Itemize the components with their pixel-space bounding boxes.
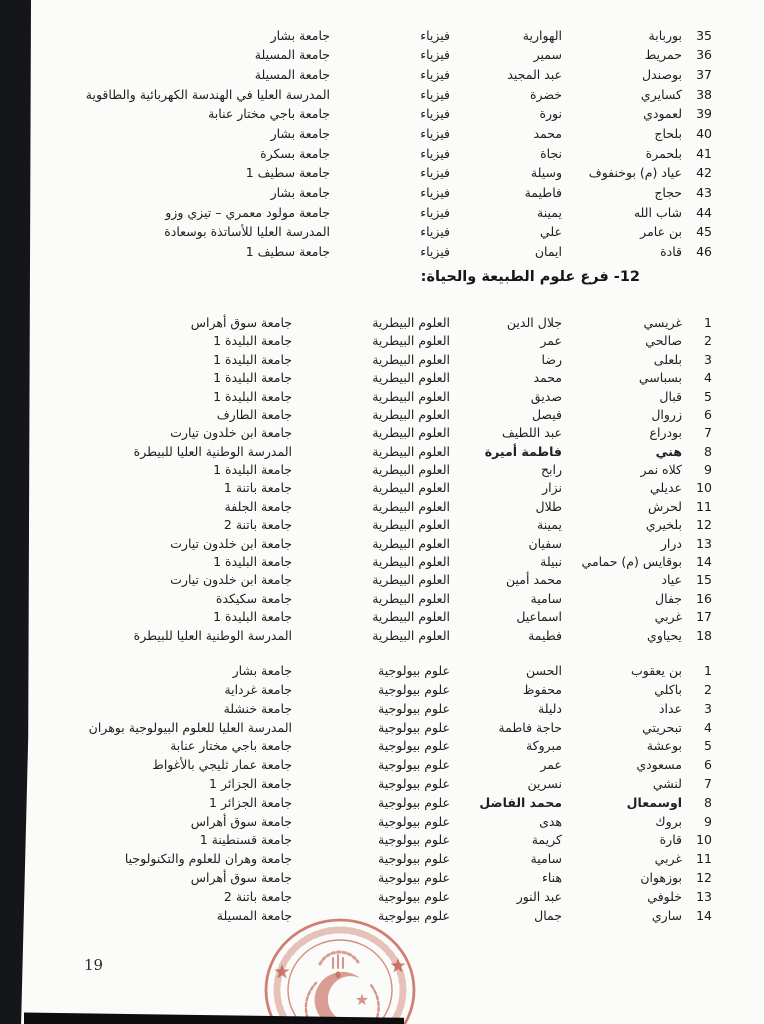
surname-cell: هني (655, 443, 682, 459)
row-number-cell: 42 (696, 165, 712, 181)
university-cell: جامعة البليدة 1 (213, 333, 292, 349)
surname-cell: لنشي (652, 775, 682, 791)
first-name-cell: رضا (541, 351, 562, 367)
university-cell: المدرسة الوطنية العليا للبيطرة (133, 627, 292, 643)
first-name-cell: نجاة (540, 145, 562, 161)
specialty-cell: علوم بيولوجية (378, 700, 450, 716)
first-name-cell: رابح (540, 462, 562, 478)
specialty-cell: علوم بيولوجية (378, 663, 450, 679)
first-name-cell: نسرين (527, 775, 562, 791)
left-star-icon (274, 964, 289, 979)
roster-row (38, 105, 712, 125)
specialty-cell: فيزياء (420, 165, 450, 181)
roster-row (38, 443, 712, 461)
first-name-cell: عبد النور (516, 888, 562, 904)
specialty-cell: العلوم البيطرية (372, 351, 450, 367)
specialty-cell: العلوم البيطرية (372, 609, 450, 625)
specialty-cell: علوم بيولوجية (378, 738, 450, 754)
first-name-cell: فاطيمة (524, 185, 562, 201)
physics-roster-body (38, 26, 712, 262)
university-cell: جامعة المسيلة (254, 47, 330, 63)
surname-cell: لعمودي (643, 106, 682, 122)
roster-row (38, 314, 712, 332)
roster-row (38, 850, 712, 869)
row-number-cell: 35 (696, 27, 712, 43)
surname-cell: عديلي (649, 480, 682, 496)
row-number-cell: 7 (704, 775, 712, 791)
surname-cell: بسباسي (638, 370, 682, 386)
first-name-cell: سامية (530, 590, 562, 606)
surname-cell: غربي (654, 609, 682, 625)
university-cell: جامعة البليدة 1 (213, 388, 292, 404)
first-name-cell: يمينة (537, 517, 562, 533)
specialty-cell: العلوم البيطرية (372, 572, 450, 588)
surname-cell: تبحريتي (642, 719, 682, 735)
surname-cell: عياد (م) بوخنفوف (588, 165, 682, 181)
university-cell: جامعة وهران للعلوم والتكنولوجيا (124, 851, 292, 867)
first-name-cell: عبد المجيد (507, 66, 562, 82)
surname-cell: يحياوي (647, 627, 682, 643)
university-cell: جامعة مولود معمري – تيزي وزو (165, 204, 330, 220)
university-cell: جامعة سطيف 1 (245, 244, 330, 260)
roster-row (38, 700, 712, 719)
first-name-cell: عمر (540, 333, 562, 349)
surname-cell: بلحمرة (645, 145, 682, 161)
university-cell: المدرسة العليا في الهندسة الكهربائية والطاقوية (85, 86, 330, 102)
university-cell: جامعة المسيلة (254, 66, 330, 82)
university-cell: جامعة ابن خلدون تيارت (170, 535, 292, 551)
roster-row (38, 775, 712, 794)
first-name-cell: اسماعيل (516, 609, 562, 625)
first-name-cell: جمال (534, 907, 562, 923)
university-cell: جامعة البليدة 1 (213, 462, 292, 478)
surname-cell: زروال (651, 406, 682, 422)
university-cell: المدرسة العليا للأساتذة بوسعادة (164, 224, 330, 240)
roster-row (38, 553, 712, 571)
biology-roster-body (38, 662, 712, 925)
row-number-cell: 14 (696, 554, 712, 570)
roster-row (38, 332, 712, 350)
roster-row (38, 223, 712, 243)
university-cell: جامعة البليدة 1 (213, 554, 292, 570)
specialty-cell: علوم بيولوجية (378, 775, 450, 791)
roster-row (38, 662, 712, 681)
university-cell: جامعة بشار (232, 663, 292, 679)
surname-cell: اوسمعال (626, 794, 682, 810)
row-number-cell: 44 (696, 204, 712, 220)
specialty-cell: علوم بيولوجية (378, 813, 450, 829)
surname-cell: بلعلى (653, 351, 682, 367)
row-number-cell: 15 (696, 572, 712, 588)
row-number-cell: 18 (696, 627, 712, 643)
university-cell: جامعة بشار (270, 185, 330, 201)
physics-roster-table (38, 26, 712, 262)
specialty-cell: فيزياء (420, 126, 450, 142)
first-name-cell: سفيان (528, 535, 562, 551)
roster-row (38, 388, 712, 406)
roster-row (38, 516, 712, 534)
specialty-cell: علوم بيولوجية (378, 869, 450, 885)
surname-cell: قبال (659, 388, 682, 404)
first-name-cell: هناء (541, 869, 562, 885)
first-name-cell: محمد الفاضل (479, 794, 562, 810)
row-number-cell: 1 (704, 663, 712, 679)
first-name-cell: محمد (533, 370, 562, 386)
veterinary-roster-table (38, 314, 712, 645)
university-cell: جامعة بشار (270, 126, 330, 142)
surname-cell: ساري (651, 907, 682, 923)
specialty-cell: فيزياء (420, 224, 450, 240)
roster-row (38, 26, 712, 46)
specialty-cell: فيزياء (420, 86, 450, 102)
row-number-cell: 17 (696, 609, 712, 625)
row-number-cell: 5 (704, 388, 712, 404)
university-cell: جامعة ابن خلدون تيارت (170, 572, 292, 588)
roster-row (38, 498, 712, 516)
specialty-cell: العلوم البيطرية (372, 425, 450, 441)
first-name-cell: هدى (539, 813, 562, 829)
specialty-cell: فيزياء (420, 106, 450, 122)
surname-cell: حجاج (654, 185, 682, 201)
surname-cell: غريسي (643, 314, 682, 330)
roster-row (38, 737, 712, 756)
first-name-cell: سمير (533, 47, 562, 63)
first-name-cell: فاطمة أميرة (484, 443, 562, 459)
roster-row (38, 65, 712, 85)
row-number-cell: 11 (696, 851, 712, 867)
row-number-cell: 8 (704, 443, 712, 459)
first-name-cell: خضرة (529, 86, 562, 102)
specialty-cell: علوم بيولوجية (378, 851, 450, 867)
surname-cell: باكلي (654, 681, 682, 697)
specialty-cell: العلوم البيطرية (372, 554, 450, 570)
roster-row (38, 164, 712, 184)
specialty-cell: العلوم البيطرية (372, 517, 450, 533)
row-number-cell: 11 (696, 498, 712, 514)
university-cell: جامعة البليدة 1 (213, 609, 292, 625)
surname-cell: كلاه نمر (640, 462, 682, 478)
first-name-cell: محمد (533, 126, 562, 142)
row-number-cell: 4 (704, 719, 712, 735)
roster-row (38, 590, 712, 608)
specialty-cell: العلوم البيطرية (372, 462, 450, 478)
specialty-cell: العلوم البيطرية (372, 627, 450, 643)
specialty-cell: علوم بيولوجية (378, 757, 450, 773)
first-name-cell: علي (539, 224, 562, 240)
first-name-cell: جلال الدين (506, 314, 562, 330)
roster-row (38, 869, 712, 888)
roster-row (38, 906, 712, 925)
row-number-cell: 6 (704, 406, 712, 422)
surname-cell: بن يعقوب (630, 663, 682, 679)
specialty-cell: العلوم البيطرية (372, 535, 450, 551)
specialty-cell: علوم بيولوجية (378, 907, 450, 923)
row-number-cell: 6 (704, 757, 712, 773)
specialty-cell: فيزياء (420, 47, 450, 63)
specialty-cell: فيزياء (420, 27, 450, 43)
specialty-cell: العلوم البيطرية (372, 590, 450, 606)
row-number-cell: 1 (704, 314, 712, 330)
roster-row (38, 627, 712, 645)
veterinary-roster-body (38, 314, 712, 645)
roster-row (38, 406, 712, 424)
university-cell: جامعة البليدة 1 (213, 370, 292, 386)
roster-row (38, 794, 712, 813)
university-cell: جامعة سوق أهراس (190, 813, 292, 829)
roster-row (38, 461, 712, 479)
first-name-cell: كريمة (531, 832, 562, 848)
university-cell: جامعة قسنطينة 1 (199, 832, 292, 848)
crescent-icon (315, 972, 364, 1024)
university-cell: جامعة سوق أهراس (190, 869, 292, 885)
first-name-cell: مبروكة (525, 738, 562, 754)
surname-cell: حمريط (644, 47, 682, 63)
surname-cell: بوقايس (م) حمامي (581, 554, 682, 570)
surname-cell: صالحي (645, 333, 682, 349)
roster-row (38, 681, 712, 700)
specialty-cell: فيزياء (420, 244, 450, 260)
surname-cell: بوعشة (646, 738, 682, 754)
row-number-cell: 41 (696, 145, 712, 161)
specialty-cell: العلوم البيطرية (372, 443, 450, 459)
row-number-cell: 13 (696, 535, 712, 551)
specialty-cell: علوم بيولوجية (378, 832, 450, 848)
surname-cell: بلخيري (645, 517, 682, 533)
biology-roster-table (38, 662, 712, 925)
row-number-cell: 9 (704, 813, 712, 829)
specialty-cell: العلوم البيطرية (372, 370, 450, 386)
surname-cell: كسايري (640, 86, 682, 102)
crescent-star-icon (356, 994, 368, 1006)
row-number-cell: 13 (696, 888, 712, 904)
roster-row (38, 888, 712, 907)
first-name-cell: الهوارية (522, 27, 562, 43)
first-name-cell: محمد أمين (506, 572, 562, 588)
roster-row (38, 424, 712, 442)
roster-row (38, 480, 712, 498)
surname-cell: قارة (659, 832, 682, 848)
surname-cell: بوربابة (648, 27, 682, 43)
specialty-cell: العلوم البيطرية (372, 388, 450, 404)
surname-cell: غربي (654, 851, 682, 867)
first-name-cell: طلال (535, 498, 562, 514)
university-cell: جامعة المسيلة (216, 907, 292, 923)
first-name-cell: حاجة فاطمة (498, 719, 562, 735)
university-cell: جامعة عمار ثليجي بالأغواط (152, 757, 292, 773)
row-number-cell: 36 (696, 47, 712, 63)
specialty-cell: علوم بيولوجية (378, 888, 450, 904)
row-number-cell: 39 (696, 106, 712, 122)
roster-row (38, 812, 712, 831)
university-cell: جامعة غرداية (224, 681, 292, 697)
first-name-cell: عبد اللطيف (501, 425, 562, 441)
university-cell: جامعة باجي مختار عنابة (208, 106, 330, 122)
hand-of-fatima-icon (333, 955, 343, 977)
specialty-cell: فيزياء (420, 185, 450, 201)
branch-heading: 12- فرع علوم الطبيعة والحياة: (420, 269, 640, 285)
roster-row (38, 184, 712, 204)
roster-row (38, 831, 712, 850)
first-name-cell: وسيلة (530, 165, 562, 181)
surname-cell: خلوفي (647, 888, 682, 904)
surname-cell: بوصندل (642, 66, 682, 82)
row-number-cell: 43 (696, 185, 712, 201)
university-cell: جامعة الجزائر 1 (209, 775, 292, 791)
roster-row (38, 144, 712, 164)
university-cell: جامعة باتنة 1 (223, 480, 292, 496)
surname-cell: درار (660, 535, 682, 551)
surname-cell: بن عامر (640, 224, 682, 240)
roster-row (38, 535, 712, 553)
specialty-cell: العلوم البيطرية (372, 498, 450, 514)
surname-cell: لحرش (647, 498, 682, 514)
row-number-cell: 14 (696, 907, 712, 923)
first-name-cell: فيصل (531, 406, 562, 422)
roster-row (38, 85, 712, 105)
row-number-cell: 4 (704, 370, 712, 386)
surname-cell: عياد (661, 572, 682, 588)
university-cell: جامعة باتنة 2 (223, 888, 292, 904)
page-number: 19 (84, 956, 104, 974)
specialty-cell: العلوم البيطرية (372, 314, 450, 330)
first-name-cell: نورة (539, 106, 562, 122)
first-name-cell: ايمان (534, 244, 562, 260)
roster-row (38, 369, 712, 387)
university-cell: جامعة الطارف (216, 406, 292, 422)
official-stamp-icon (258, 908, 422, 1024)
surname-cell: بودراع (649, 425, 682, 441)
row-number-cell: 5 (704, 738, 712, 754)
row-number-cell: 40 (696, 126, 712, 142)
first-name-cell: محفوظ (522, 681, 562, 697)
university-cell: جامعة سطيف 1 (245, 165, 330, 181)
first-name-cell: سامية (530, 851, 562, 867)
scan-bottom-edge (24, 1011, 404, 1024)
roster-row (38, 571, 712, 589)
university-cell: جامعة سكيكدة (215, 590, 292, 606)
scan-left-edge (0, 0, 31, 1024)
surname-cell: مسعودي (636, 757, 682, 773)
roster-row (38, 124, 712, 144)
surname-cell: بروك (655, 813, 682, 829)
row-number-cell: 38 (696, 86, 712, 102)
specialty-cell: العلوم البيطرية (372, 333, 450, 349)
first-name-cell: نبيلة (540, 554, 562, 570)
roster-row (38, 351, 712, 369)
university-cell: جامعة بشار (270, 27, 330, 43)
row-number-cell: 37 (696, 66, 712, 82)
row-number-cell: 7 (704, 425, 712, 441)
specialty-cell: العلوم البيطرية (372, 406, 450, 422)
stamp-text-ring (277, 930, 403, 1024)
university-cell: جامعة البليدة 1 (213, 351, 292, 367)
surname-cell: قادة (660, 244, 682, 260)
roster-row (38, 608, 712, 626)
row-number-cell: 8 (704, 794, 712, 810)
specialty-cell: فيزياء (420, 204, 450, 220)
university-cell: جامعة باتنة 2 (223, 517, 292, 533)
first-name-cell: نزار (542, 480, 562, 496)
right-star-icon (390, 958, 405, 973)
row-number-cell: 9 (704, 462, 712, 478)
stamp-outer-ring (266, 920, 414, 1024)
specialty-cell: العلوم البيطرية (372, 480, 450, 496)
specialty-cell: فيزياء (420, 145, 450, 161)
university-cell: جامعة بسكرة (260, 145, 330, 161)
roster-row (38, 243, 712, 263)
first-name-cell: عمر (540, 757, 562, 773)
first-name-cell: صديق (530, 388, 562, 404)
specialty-cell: فيزياء (420, 66, 450, 82)
roster-row (38, 718, 712, 737)
row-number-cell: 2 (704, 333, 712, 349)
surname-cell: بلحاج (654, 126, 682, 142)
row-number-cell: 3 (704, 351, 712, 367)
roster-row (38, 203, 712, 223)
university-cell: جامعة باجي مختار عنابة (170, 738, 292, 754)
specialty-cell: علوم بيولوجية (378, 719, 450, 735)
surname-cell: عداد (658, 700, 682, 716)
row-number-cell: 46 (696, 244, 712, 260)
row-number-cell: 12 (696, 869, 712, 885)
row-number-cell: 10 (696, 832, 712, 848)
row-number-cell: 10 (696, 480, 712, 496)
row-number-cell: 12 (696, 517, 712, 533)
roster-row (38, 756, 712, 775)
row-number-cell: 3 (704, 700, 712, 716)
university-cell: المدرسة الوطنية العليا للبيطرة (133, 443, 292, 459)
first-name-cell: فطيمة (528, 627, 562, 643)
university-cell: المدرسة العليا للعلوم البيولوجية بوهران (88, 719, 292, 735)
first-name-cell: دليلة (538, 700, 562, 716)
row-number-cell: 2 (704, 681, 712, 697)
surname-cell: شاب الله (633, 204, 682, 220)
surname-cell: جفال (655, 590, 682, 606)
roster-row (38, 46, 712, 66)
surname-cell: بوزهوان (640, 869, 682, 885)
specialty-cell: علوم بيولوجية (378, 681, 450, 697)
first-name-cell: يمينة (537, 204, 562, 220)
university-cell: جامعة الجزائر 1 (209, 794, 292, 810)
row-number-cell: 45 (696, 224, 712, 240)
rays-icon (320, 952, 358, 964)
university-cell: جامعة سوق أهراس (190, 314, 292, 330)
row-number-cell: 16 (696, 590, 712, 606)
specialty-cell: علوم بيولوجية (378, 794, 450, 810)
first-name-cell: الحسن (525, 663, 562, 679)
university-cell: جامعة ابن خلدون تيارت (170, 425, 292, 441)
university-cell: جامعة خنشلة (223, 700, 292, 716)
university-cell: جامعة الجلفة (224, 498, 292, 514)
stamp-inner-ring (288, 940, 392, 1024)
